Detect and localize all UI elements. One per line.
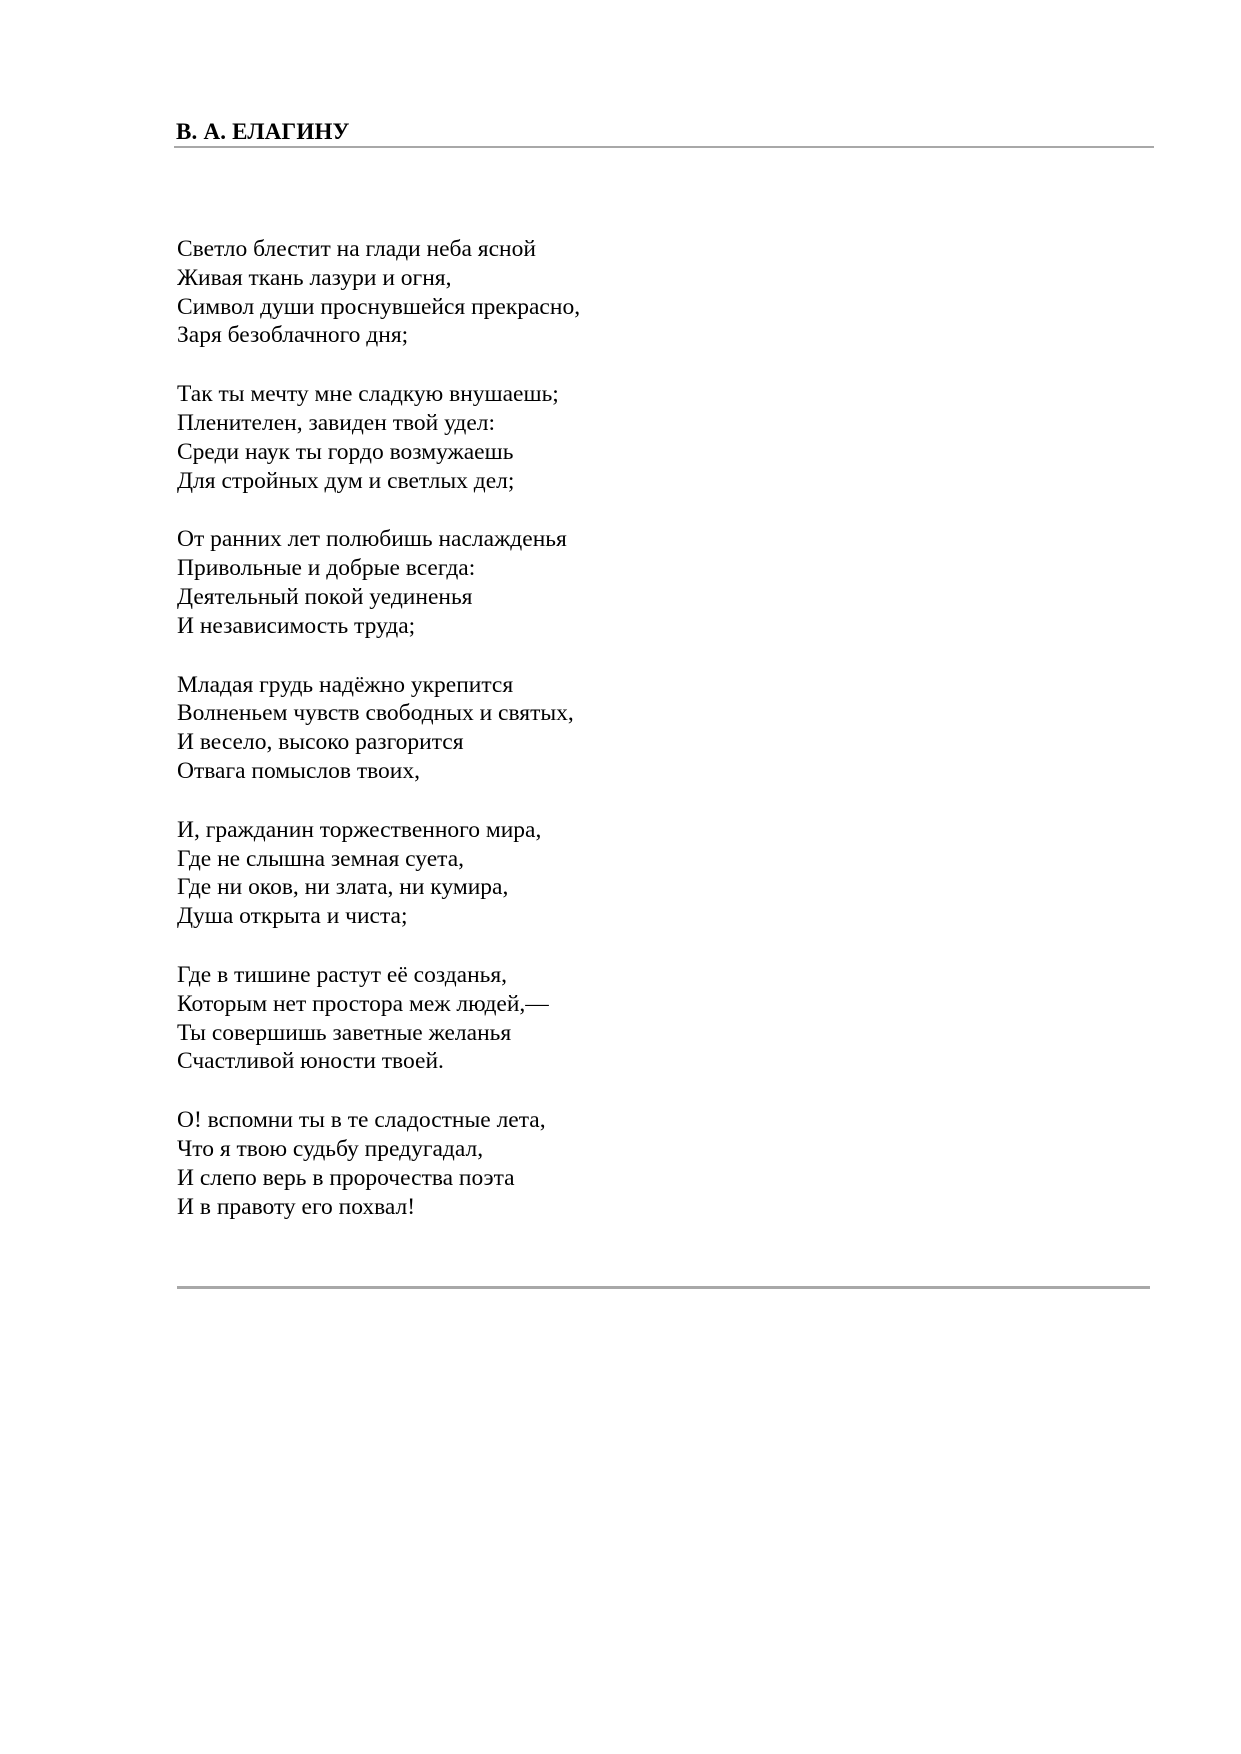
poem-line: И независимость труда; — [177, 612, 416, 639]
poem-line: Для стройных дум и светлых дел; — [177, 467, 515, 494]
stanza — [177, 1106, 1077, 1221]
poem-line: Ты совершишь заветные желанья — [177, 1019, 512, 1046]
poem-line: И весело, высоко разгорится — [177, 729, 464, 756]
poem-line: Где ни оков, ни злата, ни кумира, — [177, 874, 509, 901]
poem-line: Деятельный покой уединенья — [177, 583, 473, 610]
poem-line: Отвага помыслов твоих, — [177, 757, 420, 784]
footer-divider — [177, 1286, 1150, 1289]
poem-line: Которым нет простора меж людей,— — [177, 990, 549, 1017]
poem-line: И слепо верь в пророчества поэта — [177, 1164, 515, 1191]
stanza — [177, 525, 1077, 640]
stanza — [177, 380, 1077, 495]
poem-line: Младая грудь надёжно укрепится — [177, 671, 514, 698]
stanza — [177, 961, 1077, 1076]
poem-line: Привольные и добрые всегда: — [177, 555, 476, 582]
poem-line: Где не слышна земная суета, — [177, 845, 465, 872]
poem-line: Волненьем чувств свободных и святых, — [177, 700, 574, 727]
poem-line: Пленителен, завиден твой удел: — [177, 409, 496, 436]
poem-line: От ранних лет полюбишь наслажденья — [177, 526, 567, 553]
poem-line: Что я твою судьбу предугадал, — [177, 1135, 484, 1162]
poem-line: Счастливой юности твоей. — [177, 1048, 444, 1075]
poem-line: Живая ткань лазури и огня, — [177, 264, 452, 291]
poem-line: О! вспомни ты в те сладостные лета, — [177, 1107, 546, 1134]
poem-line: Символ души проснувшейся прекрасно, — [177, 293, 581, 320]
poem-line: Так ты мечту мне сладкую внушаешь; — [177, 381, 559, 408]
poem-line: И в правоту его похвал! — [177, 1193, 416, 1220]
stanza — [177, 671, 1077, 786]
poem-line: Среди наук ты гордо возмужаешь — [177, 438, 514, 465]
poem-line: И, гражданин торжественного мира, — [177, 816, 542, 843]
poem-line: Душа открыта и чиста; — [177, 903, 408, 930]
poem-title: В. А. ЕЛАГИНУ — [176, 119, 350, 144]
poem-line: Заря безоблачного дня; — [177, 322, 409, 349]
poem-body — [177, 235, 1077, 1251]
title-divider — [174, 146, 1154, 148]
poem-line: Светло блестит на глади неба ясной — [177, 236, 536, 262]
stanza — [177, 816, 1077, 931]
poem-line: Где в тишине растут её созданья, — [177, 961, 508, 988]
stanza — [177, 235, 1077, 350]
